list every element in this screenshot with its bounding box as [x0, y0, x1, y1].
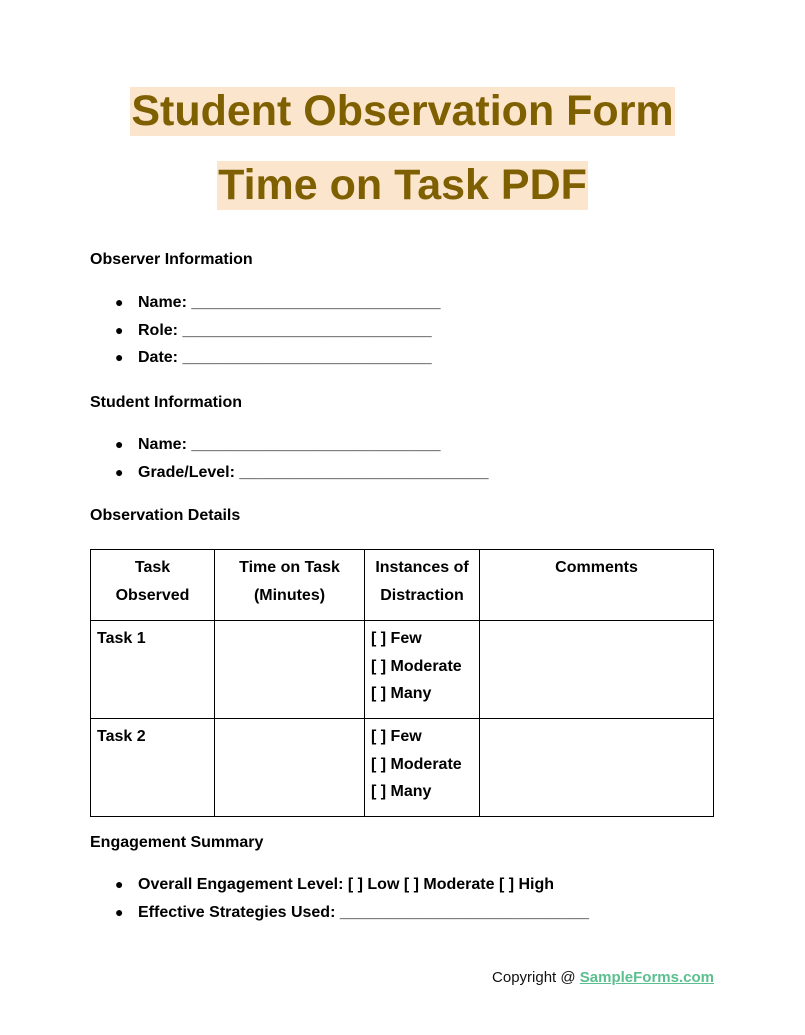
- distraction-option-moderate[interactable]: [ ] Moderate: [371, 755, 462, 773]
- field-blank-line[interactable]: ____________________________: [182, 321, 432, 339]
- header-instances-of-distraction: Instances of Distraction: [365, 550, 480, 621]
- field-blank-line[interactable]: ____________________________: [239, 463, 489, 481]
- student-information-heading: Student Information: [90, 394, 242, 411]
- distraction-cell: [365, 621, 480, 719]
- observer-role-field[interactable]: [90, 317, 441, 345]
- observer-fields-list: [90, 289, 441, 372]
- observer-date-field[interactable]: [90, 344, 441, 372]
- distraction-option-many[interactable]: [ ] Many: [371, 783, 432, 800]
- bullet-icon: ●: [115, 463, 124, 480]
- observation-details-heading: Observation Details: [90, 507, 241, 524]
- header-time-on-task: Time on Task (Minutes): [215, 550, 365, 621]
- engagement-summary-heading: Engagement Summary: [90, 834, 264, 851]
- sampleforms-link[interactable]: SampleForms.com: [579, 969, 714, 986]
- field-label: Date:: [138, 349, 179, 366]
- field-blank-line[interactable]: ____________________________: [191, 294, 441, 311]
- student-fields-list: [90, 431, 489, 486]
- field-label: Name:: [138, 294, 187, 311]
- table-row: [91, 719, 714, 817]
- bullet-icon: ●: [115, 876, 124, 892]
- student-name-field[interactable]: [90, 431, 489, 459]
- distraction-option-few[interactable]: [ ] Few: [371, 728, 422, 745]
- field-label: Grade/Level:: [138, 463, 235, 481]
- comments-cell[interactable]: [480, 719, 714, 817]
- student-grade-level-field[interactable]: [90, 459, 489, 487]
- field-label: Role:: [138, 321, 178, 339]
- engagement-list: [90, 871, 589, 926]
- bullet-icon: ●: [115, 903, 124, 920]
- time-cell[interactable]: [215, 719, 365, 817]
- task-cell: Task 1: [91, 621, 215, 719]
- task-cell: Task 2: [91, 719, 215, 817]
- observer-name-field[interactable]: [90, 289, 441, 317]
- effective-strategies-field[interactable]: [90, 899, 589, 927]
- distraction-option-moderate[interactable]: [ ] Moderate: [371, 657, 462, 675]
- field-blank-line[interactable]: ____________________________: [339, 903, 590, 921]
- title-row-2: [0, 161, 805, 210]
- title-row-1: [0, 87, 805, 136]
- distraction-option-many[interactable]: [ ] Many: [371, 685, 432, 702]
- distraction-option-few[interactable]: [ ] Few: [371, 630, 422, 647]
- header-task-observed: Task Observed: [91, 550, 215, 621]
- document-title-line-2: Time on Task PDF: [218, 161, 587, 209]
- bullet-icon: ●: [115, 349, 124, 365]
- time-cell[interactable]: [215, 621, 365, 719]
- header-comments: Comments: [480, 550, 714, 621]
- field-label: Name:: [138, 436, 187, 453]
- field-blank-line[interactable]: ____________________________: [182, 349, 432, 366]
- copyright-text: Copyright @: [492, 969, 580, 986]
- bullet-icon: ●: [115, 294, 124, 310]
- distraction-cell: [365, 719, 480, 817]
- copyright-footer: [492, 968, 714, 988]
- overall-engagement-level-field[interactable]: [90, 871, 589, 899]
- table-header-row: [91, 550, 714, 621]
- engagement-level-options[interactable]: Overall Engagement Level: [ ] Low [ ] Moderate [ ] High: [138, 876, 555, 893]
- observation-table: [90, 549, 714, 817]
- table-row: [91, 621, 714, 719]
- observer-information-heading: Observer Information: [90, 251, 253, 268]
- document-title-line-1: Student Observation Form: [131, 87, 674, 135]
- field-blank-line[interactable]: ____________________________: [191, 436, 441, 453]
- bullet-icon: ●: [115, 321, 124, 338]
- bullet-icon: ●: [115, 436, 124, 452]
- field-label: Effective Strategies Used:: [138, 903, 336, 921]
- comments-cell[interactable]: [480, 621, 714, 719]
